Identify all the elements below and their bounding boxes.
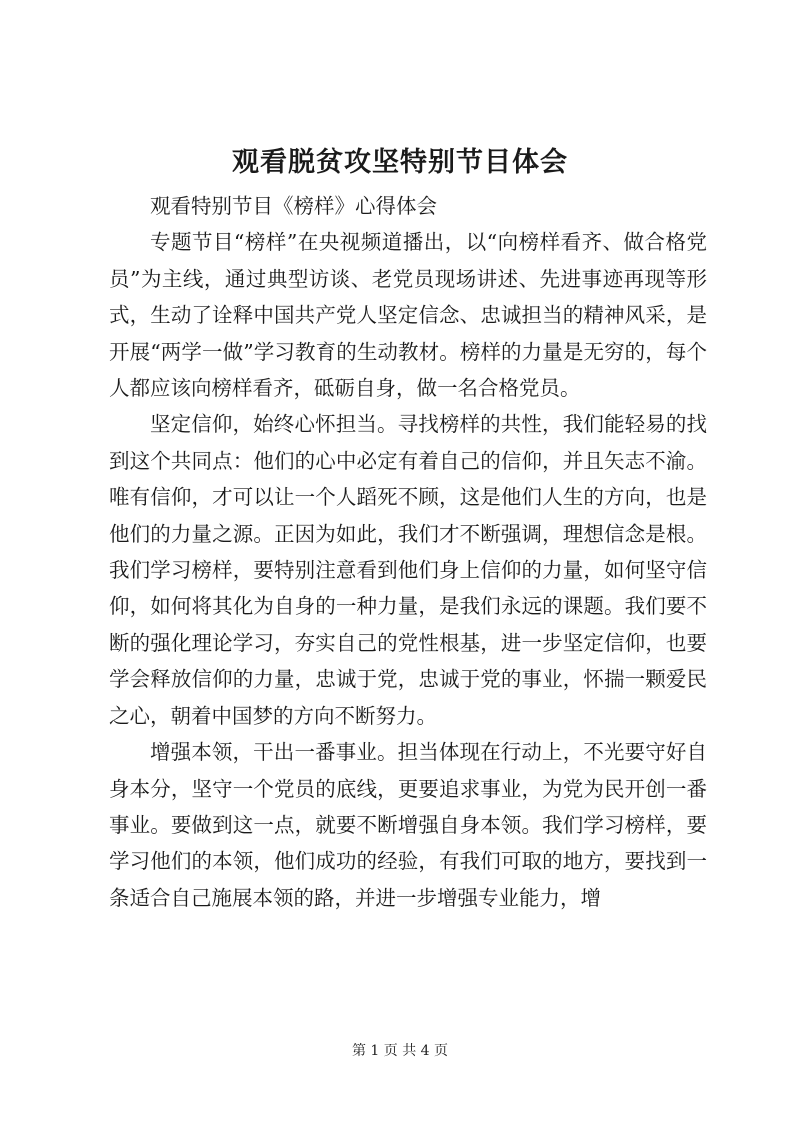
page-number-footer: 第 1 页 共 4 页 (351, 1043, 449, 1059)
subtitle-paragraph: 观看特别节目《榜样》心得体会 (150, 194, 437, 218)
body-paragraph: 增强本领，干出一番事业。担当体现在行动上，不光要守好自身本分，坚守一个党员的底线，更要追求事业，为党为民开创一番事业。要做到这一点，就要不断增强自身本领。我们学习榜样，要学习他们的本领，他们成功的经验，有我们可取的地方，要找到一条适合自己施展本领的路，并进一步增强专业能力，增 (109, 740, 707, 910)
document-title: 观看脱贫攻坚特别节目体会 (232, 147, 568, 178)
body-paragraph: 坚定信仰，始终心怀担当。寻找榜样的共性，我们能轻易的找到这个共同点：他们的心中必定有着自己的信仰，并且矢志不渝。唯有信仰，才可以让一个人蹈死不顾，这是他们人生的方向，也是他们的力量之源。正因为如此，我们才不断强调，理想信念是根。我们学习榜样，要特别注意看到他们身上信仰的力量，如何坚守信仰，如何将其化为自身的一种力量，是我们永远的课题。我们要不断的强化理论学习，夯实自己的党性根基，进一步坚定信仰，也要学会释放信仰的力量，忠诚于党，忠诚于党的事业，怀揣一颗爱民之心，朝着中国梦的方向不断努力。 (109, 412, 707, 728)
document-body (109, 188, 707, 916)
body-paragraph: 专题节目“榜样”在央视频道播出，以“向榜样看齐、做合格党员”为主线，通过典型访谈、老党员现场讲述、先进事迹再现等形式，生动了诠释中国共产党人坚定信念、忠诚担当的精神风采，是开展“两学一做”学习教育的生动教材。榜样的力量是无穷的，每个人都应该向榜样看齐，砥砺自身，做一名合格党员。 (109, 230, 707, 401)
